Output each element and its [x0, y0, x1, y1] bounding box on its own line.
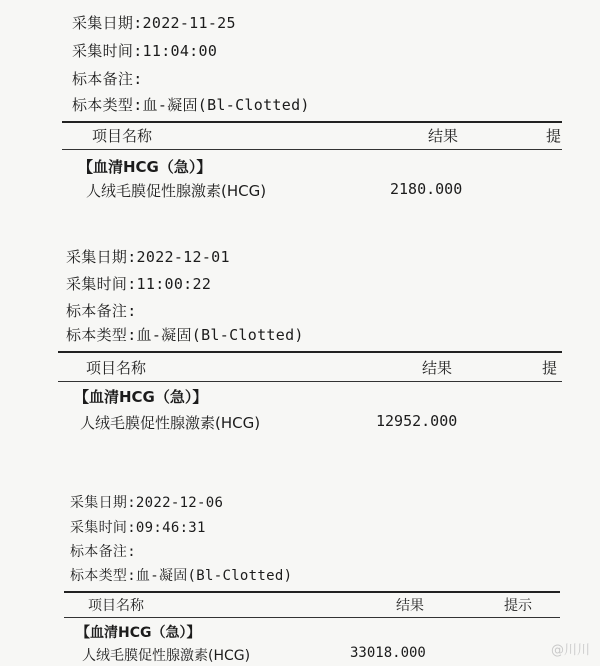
column-result: 结果 — [396, 598, 424, 614]
column-result: 结果 — [422, 359, 453, 377]
specimen-note: 标本备注: — [70, 544, 136, 560]
test-value: 12952.000 — [376, 412, 458, 430]
specimen-type: 标本类型:血-凝固(Bl-Clotted) — [66, 326, 304, 344]
specimen-note: 标本备注: — [72, 70, 143, 88]
column-item-name: 项目名称 — [92, 127, 153, 145]
header-bottom-rule — [58, 381, 562, 382]
test-value: 2180.000 — [390, 180, 463, 198]
header-rule — [64, 591, 560, 593]
collection-time: 采集时间:11:00:22 — [66, 275, 212, 293]
header-rule — [58, 351, 562, 353]
test-item: 人绒毛膜促性腺激素(HCG) — [80, 414, 261, 432]
collection-time: 采集时间:11:04:00 — [72, 42, 218, 60]
test-item: 人绒毛膜促性腺激素(HCG) — [86, 182, 267, 200]
test-group: 【血清HCG（急）】 — [74, 388, 208, 406]
collection-date: 采集日期:2022-11-25 — [72, 14, 236, 32]
header-bottom-rule — [64, 617, 560, 618]
test-value: 33018.000 — [350, 645, 426, 661]
header-rule — [62, 121, 562, 123]
collection-date: 采集日期:2022-12-06 — [70, 495, 224, 511]
test-group: 【血清HCG（急）】 — [76, 625, 201, 641]
specimen-note: 标本备注: — [66, 302, 137, 320]
specimen-type: 标本类型:血-凝固(Bl-Clotted) — [70, 568, 293, 584]
test-item: 人绒毛膜促性腺激素(HCG) — [82, 648, 251, 664]
test-group: 【血清HCG（急）】 — [78, 158, 212, 176]
column-item-name: 项目名称 — [88, 598, 144, 614]
watermark: @川川 — [550, 643, 590, 658]
collection-time: 采集时间:09:46:31 — [70, 520, 206, 536]
column-hint: 提示 — [504, 598, 532, 614]
header-bottom-rule — [62, 149, 562, 150]
column-result: 结果 — [428, 127, 459, 145]
lab-record-2 — [0, 240, 600, 470]
column-hint: 提 — [542, 359, 558, 377]
lab-record-3 — [0, 490, 600, 666]
column-hint: 提 — [546, 127, 562, 145]
specimen-type: 标本类型:血-凝固(Bl-Clotted) — [72, 96, 310, 114]
collection-date: 采集日期:2022-12-01 — [66, 248, 230, 266]
column-item-name: 项目名称 — [86, 359, 147, 377]
lab-record-1 — [0, 0, 600, 230]
